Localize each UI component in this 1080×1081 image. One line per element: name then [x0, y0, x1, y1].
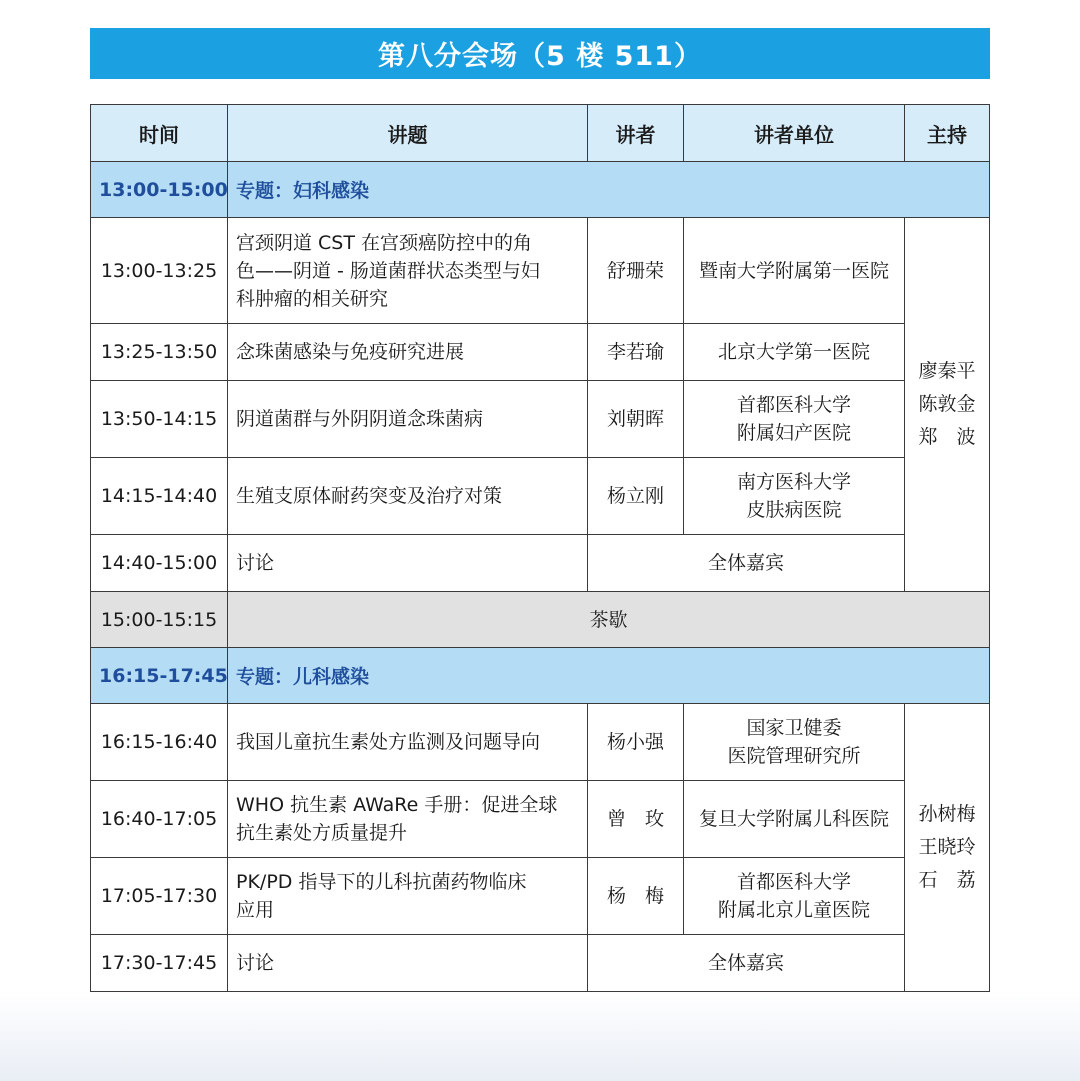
session-title: 第八分会场（5 楼 511）	[378, 41, 702, 72]
row-speaker: 李若瑜	[588, 324, 684, 381]
section-time: 13:00-15:00	[91, 162, 228, 218]
table-row	[91, 704, 990, 781]
section-topic: 专题：儿科感染	[228, 648, 990, 704]
row-topic: WHO 抗生素 AWaRe 手册：促进全球 抗生素处方质量提升	[228, 781, 588, 858]
row-topic: 念珠菌感染与免疫研究进展	[228, 324, 588, 381]
row-unit: 首都医科大学 附属妇产医院	[684, 381, 905, 458]
row-time: 13:50-14:15	[91, 381, 228, 458]
header-time: 时间	[91, 105, 228, 162]
row-time: 13:00-13:25	[91, 218, 228, 324]
row-topic: 讨论	[228, 935, 588, 992]
row-unit: 南方医科大学 皮肤病医院	[684, 458, 905, 535]
row-topic: 讨论	[228, 535, 588, 592]
row-speaker: 舒珊荣	[588, 218, 684, 324]
section-time: 16:15-17:45	[91, 648, 228, 704]
table-row	[91, 218, 990, 324]
header-topic: 讲题	[228, 105, 588, 162]
section-row-gynecology	[91, 162, 990, 218]
table-row	[91, 381, 990, 458]
row-time: 14:40-15:00	[91, 535, 228, 592]
tea-break-row	[91, 592, 990, 648]
row-topic: 宫颈阴道 CST 在宫颈癌防控中的角 色——阴道 - 肠道菌群状态类型与妇 科肿瘤的相关研究	[228, 218, 588, 324]
header-host: 主持	[905, 105, 990, 162]
table-row	[91, 858, 990, 935]
row-time: 17:05-17:30	[91, 858, 228, 935]
row-time: 13:25-13:50	[91, 324, 228, 381]
session-hosts: 孙树梅 王晓玲 石 荔	[905, 704, 990, 992]
session-hosts: 廖秦平 陈敦金 郑 波	[905, 218, 990, 592]
row-topic: PK/PD 指导下的儿科抗菌药物临床 应用	[228, 858, 588, 935]
row-time: 16:15-16:40	[91, 704, 228, 781]
discussion-participants: 全体嘉宾	[588, 935, 905, 992]
schedule-table	[90, 104, 990, 992]
row-unit: 暨南大学附属第一医院	[684, 218, 905, 324]
table-row	[91, 458, 990, 535]
row-speaker: 杨立刚	[588, 458, 684, 535]
row-topic: 阴道菌群与外阴阴道念珠菌病	[228, 381, 588, 458]
header-speaker: 讲者	[588, 105, 684, 162]
row-unit: 首都医科大学 附属北京儿童医院	[684, 858, 905, 935]
section-row-pediatrics	[91, 648, 990, 704]
break-label: 茶歇	[228, 592, 990, 648]
discussion-row	[91, 535, 990, 592]
row-time: 17:30-17:45	[91, 935, 228, 992]
header-row	[91, 105, 990, 162]
row-unit: 国家卫健委 医院管理研究所	[684, 704, 905, 781]
table-row	[91, 324, 990, 381]
row-unit: 北京大学第一医院	[684, 324, 905, 381]
row-unit: 复旦大学附属儿科医院	[684, 781, 905, 858]
row-topic: 生殖支原体耐药突变及治疗对策	[228, 458, 588, 535]
session-title-banner	[90, 28, 990, 79]
break-time: 15:00-15:15	[91, 592, 228, 648]
row-time: 14:15-14:40	[91, 458, 228, 535]
discussion-row	[91, 935, 990, 992]
row-speaker: 杨小强	[588, 704, 684, 781]
row-speaker: 杨 梅	[588, 858, 684, 935]
section-topic: 专题：妇科感染	[228, 162, 990, 218]
row-speaker: 曾 玫	[588, 781, 684, 858]
header-unit: 讲者单位	[684, 105, 905, 162]
discussion-participants: 全体嘉宾	[588, 535, 905, 592]
row-time: 16:40-17:05	[91, 781, 228, 858]
row-topic: 我国儿童抗生素处方监测及问题导向	[228, 704, 588, 781]
table-row	[91, 781, 990, 858]
row-speaker: 刘朝晖	[588, 381, 684, 458]
